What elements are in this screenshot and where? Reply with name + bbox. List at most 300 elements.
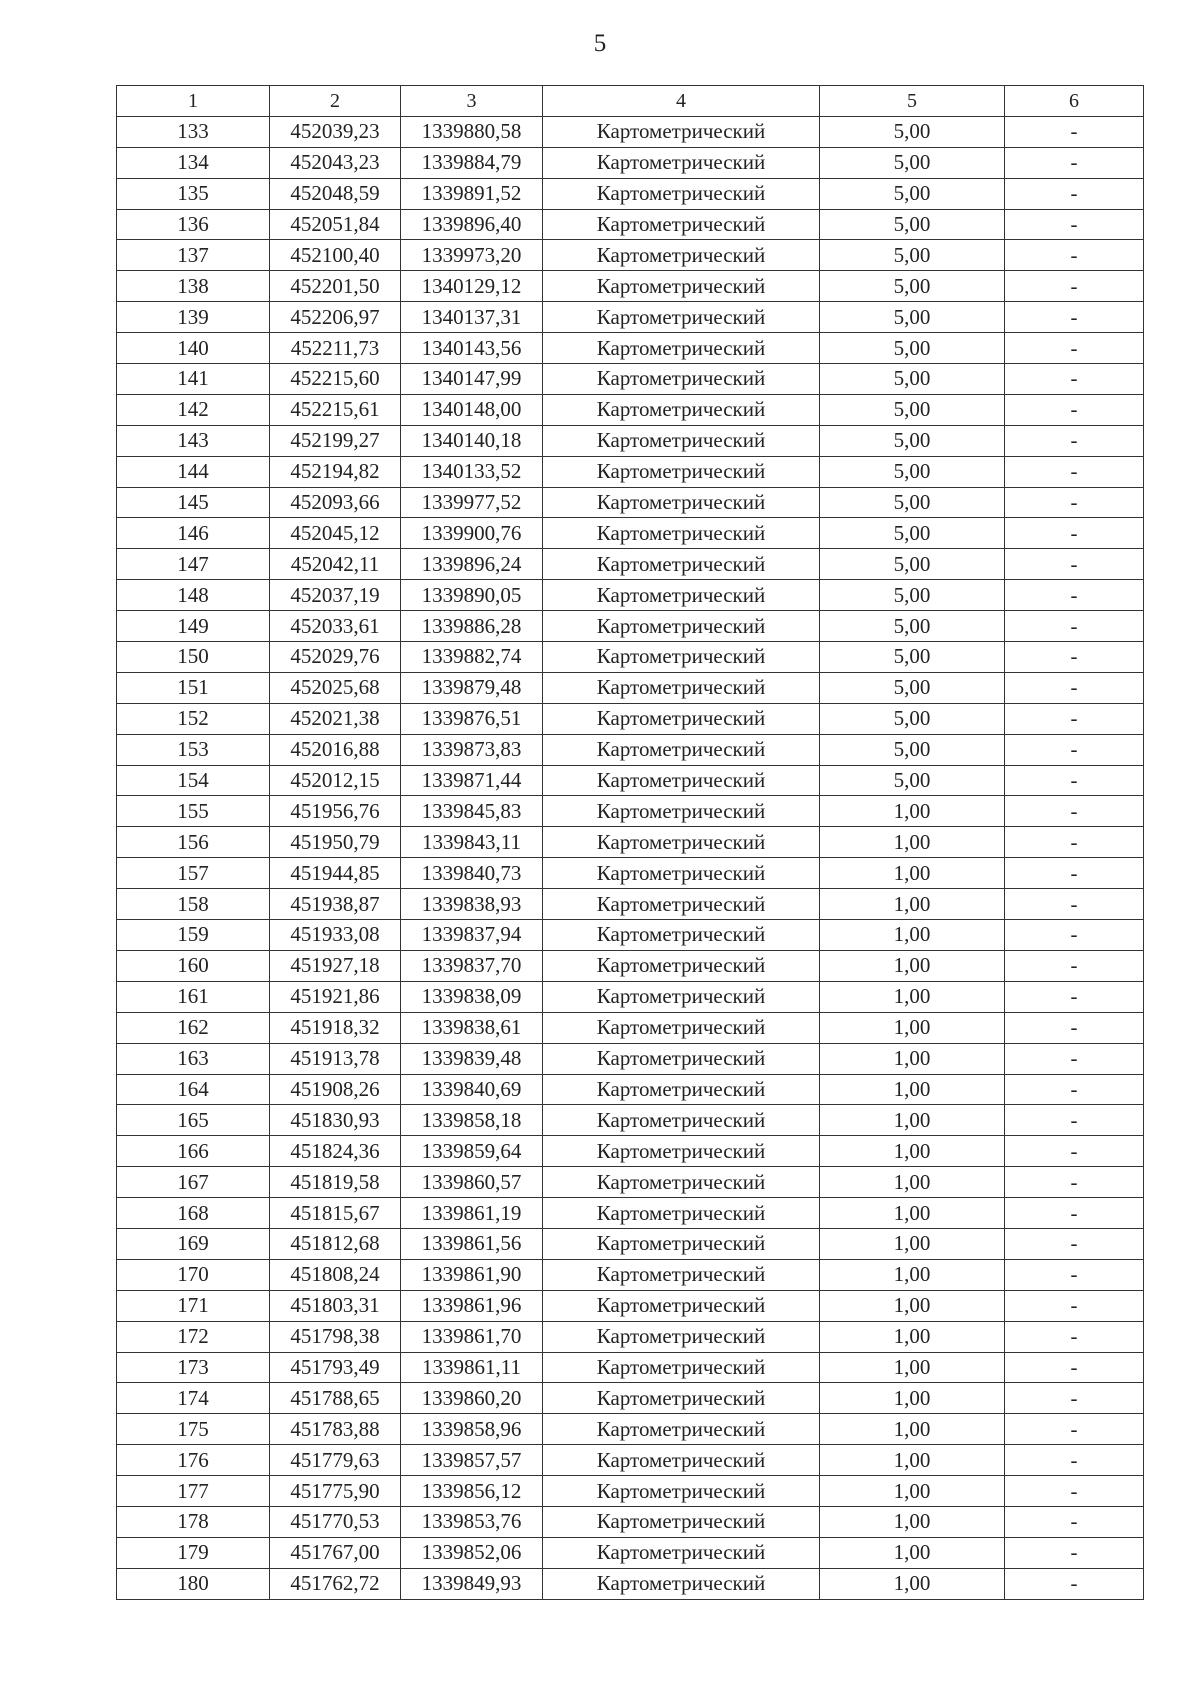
table-row: [117, 147, 1144, 178]
table-cell: 1,00: [820, 920, 1005, 951]
table-cell: Картометрический: [543, 611, 820, 642]
table-cell: -: [1005, 796, 1144, 827]
table-cell: Картометрический: [543, 1259, 820, 1290]
table-cell: -: [1005, 611, 1144, 642]
table-cell: 178: [117, 1506, 270, 1537]
table-cell: Картометрический: [543, 1537, 820, 1568]
table-cell: 158: [117, 889, 270, 920]
table-cell: Картометрический: [543, 580, 820, 611]
table-cell: 151: [117, 672, 270, 703]
table-cell: 170: [117, 1259, 270, 1290]
table-cell: 146: [117, 518, 270, 549]
table-cell: 1,00: [820, 1506, 1005, 1537]
table-cell: 5,00: [820, 734, 1005, 765]
table-cell: 451927,18: [270, 950, 401, 981]
table-row: [117, 580, 1144, 611]
table-row: [117, 302, 1144, 333]
table-cell: -: [1005, 1198, 1144, 1229]
table-cell: 1,00: [820, 1414, 1005, 1445]
table-cell: 1,00: [820, 1228, 1005, 1259]
table-cell: Картометрический: [543, 178, 820, 209]
table-row: [117, 1321, 1144, 1352]
table-cell: 451933,08: [270, 920, 401, 951]
table-cell: Картометрический: [543, 1352, 820, 1383]
table-cell: 159: [117, 920, 270, 951]
table-row: [117, 240, 1144, 271]
table-cell: 452199,27: [270, 425, 401, 456]
table-cell: 140: [117, 333, 270, 364]
table-row: [117, 518, 1144, 549]
table-cell: 1339861,96: [401, 1290, 543, 1321]
table-cell: 1339861,19: [401, 1198, 543, 1229]
table-row: [117, 1568, 1144, 1599]
table-cell: Картометрический: [543, 1476, 820, 1507]
table-cell: Картометрический: [543, 1568, 820, 1599]
table-cell: 1,00: [820, 950, 1005, 981]
table-cell: 139: [117, 302, 270, 333]
table-cell: -: [1005, 1043, 1144, 1074]
table-cell: 1339840,73: [401, 858, 543, 889]
table-cell: 169: [117, 1228, 270, 1259]
table-cell: 1339876,51: [401, 703, 543, 734]
table-cell: 451812,68: [270, 1228, 401, 1259]
table-cell: Картометрический: [543, 1043, 820, 1074]
table-cell: Картометрический: [543, 642, 820, 673]
table-cell: Картометрический: [543, 271, 820, 302]
table-cell: 5,00: [820, 116, 1005, 147]
table-cell: -: [1005, 642, 1144, 673]
table-cell: 1,00: [820, 796, 1005, 827]
table-cell: -: [1005, 1568, 1144, 1599]
table-cell: 452201,50: [270, 271, 401, 302]
table-cell: 1339837,94: [401, 920, 543, 951]
table-cell: 1,00: [820, 1537, 1005, 1568]
table-cell: -: [1005, 209, 1144, 240]
table-row: [117, 1043, 1144, 1074]
table-cell: 1,00: [820, 858, 1005, 889]
table-cell: 5,00: [820, 302, 1005, 333]
table-cell: 1339873,83: [401, 734, 543, 765]
table-cell: Картометрический: [543, 549, 820, 580]
table-cell: Картометрический: [543, 1321, 820, 1352]
table-cell: -: [1005, 765, 1144, 796]
table-cell: 1,00: [820, 1012, 1005, 1043]
table-cell: -: [1005, 827, 1144, 858]
table-cell: 163: [117, 1043, 270, 1074]
table-cell: 133: [117, 116, 270, 147]
table-cell: -: [1005, 1167, 1144, 1198]
table-cell: 1339879,48: [401, 672, 543, 703]
table-cell: 451908,26: [270, 1074, 401, 1105]
table-cell: 1,00: [820, 1105, 1005, 1136]
table-cell: 452016,88: [270, 734, 401, 765]
table-cell: 1,00: [820, 1136, 1005, 1167]
table-cell: 5,00: [820, 580, 1005, 611]
table-cell: 1339896,40: [401, 209, 543, 240]
table-cell: 1339856,12: [401, 1476, 543, 1507]
table-cell: Картометрический: [543, 333, 820, 364]
table-cell: 141: [117, 364, 270, 395]
table-header-row: [117, 86, 1144, 117]
table-row: [117, 1383, 1144, 1414]
table-cell: 1339861,70: [401, 1321, 543, 1352]
table-cell: -: [1005, 240, 1144, 271]
table-cell: 172: [117, 1321, 270, 1352]
table-row: [117, 1506, 1144, 1537]
table-cell: 1339858,96: [401, 1414, 543, 1445]
table-row: [117, 981, 1144, 1012]
table-cell: 1339853,76: [401, 1506, 543, 1537]
table-cell: 1,00: [820, 1352, 1005, 1383]
table-cell: 173: [117, 1352, 270, 1383]
table-cell: 1339860,57: [401, 1167, 543, 1198]
table-row: [117, 734, 1144, 765]
table-cell: 1340147,99: [401, 364, 543, 395]
table-cell: Картометрический: [543, 1414, 820, 1445]
table-row: [117, 1476, 1144, 1507]
table-cell: Картометрический: [543, 209, 820, 240]
column-header-5: 5: [820, 86, 1005, 117]
table-cell: 1339861,56: [401, 1228, 543, 1259]
table-cell: Картометрический: [543, 1445, 820, 1476]
table-cell: 5,00: [820, 178, 1005, 209]
table-cell: 452194,82: [270, 456, 401, 487]
table-cell: -: [1005, 1506, 1144, 1537]
table-cell: 451921,86: [270, 981, 401, 1012]
table-cell: Картометрический: [543, 796, 820, 827]
table-cell: Картометрический: [543, 147, 820, 178]
table-row: [117, 642, 1144, 673]
table-cell: 5,00: [820, 333, 1005, 364]
table-cell: Картометрический: [543, 1290, 820, 1321]
table-cell: 149: [117, 611, 270, 642]
table-row: [117, 209, 1144, 240]
table-cell: 1,00: [820, 1383, 1005, 1414]
table-row: [117, 456, 1144, 487]
table-cell: -: [1005, 858, 1144, 889]
table-cell: Картометрический: [543, 487, 820, 518]
table-cell: 176: [117, 1445, 270, 1476]
table-row: [117, 1228, 1144, 1259]
table-cell: 5,00: [820, 642, 1005, 673]
table-cell: 135: [117, 178, 270, 209]
table-cell: Картометрический: [543, 1105, 820, 1136]
table-cell: 156: [117, 827, 270, 858]
table-cell: 138: [117, 271, 270, 302]
table-cell: Картометрический: [543, 734, 820, 765]
table-row: [117, 827, 1144, 858]
table-cell: 452045,12: [270, 518, 401, 549]
table-cell: 1339973,20: [401, 240, 543, 271]
table-cell: Картометрический: [543, 672, 820, 703]
table-cell: Картометрический: [543, 765, 820, 796]
table-row: [117, 796, 1144, 827]
table-cell: -: [1005, 1136, 1144, 1167]
table-cell: -: [1005, 302, 1144, 333]
table-cell: 451815,67: [270, 1198, 401, 1229]
table-cell: 1,00: [820, 1198, 1005, 1229]
table-cell: 167: [117, 1167, 270, 1198]
table-cell: Картометрический: [543, 950, 820, 981]
table-cell: 1,00: [820, 1321, 1005, 1352]
table-cell: 1340140,18: [401, 425, 543, 456]
table-row: [117, 765, 1144, 796]
table-cell: 451819,58: [270, 1167, 401, 1198]
table-cell: 5,00: [820, 487, 1005, 518]
table-cell: 1340137,31: [401, 302, 543, 333]
table-cell: 157: [117, 858, 270, 889]
table-cell: Картометрический: [543, 456, 820, 487]
column-header-4: 4: [543, 86, 820, 117]
table-cell: 1,00: [820, 1167, 1005, 1198]
table-cell: 177: [117, 1476, 270, 1507]
table-cell: 5,00: [820, 456, 1005, 487]
table-row: [117, 333, 1144, 364]
table-cell: 1339857,57: [401, 1445, 543, 1476]
table-cell: 5,00: [820, 271, 1005, 302]
table-cell: -: [1005, 1290, 1144, 1321]
table-cell: -: [1005, 1476, 1144, 1507]
table-row: [117, 1537, 1144, 1568]
table-cell: -: [1005, 271, 1144, 302]
table-cell: -: [1005, 950, 1144, 981]
table-row: [117, 178, 1144, 209]
table-cell: 154: [117, 765, 270, 796]
table-cell: -: [1005, 394, 1144, 425]
coordinates-table: [116, 85, 1144, 1600]
table-cell: -: [1005, 1352, 1144, 1383]
table-cell: 451762,72: [270, 1568, 401, 1599]
table-cell: Картометрический: [543, 1228, 820, 1259]
table-cell: 452021,38: [270, 703, 401, 734]
table-cell: 452206,97: [270, 302, 401, 333]
table-cell: -: [1005, 364, 1144, 395]
table-cell: 148: [117, 580, 270, 611]
table-row: [117, 1259, 1144, 1290]
table-cell: Картометрический: [543, 920, 820, 951]
table-row: [117, 1198, 1144, 1229]
table-cell: 165: [117, 1105, 270, 1136]
table-row: [117, 1136, 1144, 1167]
table-cell: 1,00: [820, 889, 1005, 920]
column-header-6: 6: [1005, 86, 1144, 117]
table-cell: 451808,24: [270, 1259, 401, 1290]
table-cell: 1339852,06: [401, 1537, 543, 1568]
table-row: [117, 858, 1144, 889]
table-cell: 452211,73: [270, 333, 401, 364]
table-cell: 452048,59: [270, 178, 401, 209]
table-cell: 451798,38: [270, 1321, 401, 1352]
table-cell: -: [1005, 333, 1144, 364]
table-cell: 1339871,44: [401, 765, 543, 796]
table-cell: Картометрический: [543, 518, 820, 549]
table-cell: -: [1005, 116, 1144, 147]
table-cell: 5,00: [820, 611, 1005, 642]
table-cell: 452012,15: [270, 765, 401, 796]
table-cell: 1339886,28: [401, 611, 543, 642]
table-cell: 162: [117, 1012, 270, 1043]
table-cell: 1340143,56: [401, 333, 543, 364]
table-cell: 1339838,61: [401, 1012, 543, 1043]
table-cell: 452043,23: [270, 147, 401, 178]
table-cell: 452025,68: [270, 672, 401, 703]
table-row: [117, 611, 1144, 642]
table-cell: 1339843,11: [401, 827, 543, 858]
table-cell: 451783,88: [270, 1414, 401, 1445]
table-row: [117, 950, 1144, 981]
column-header-2: 2: [270, 86, 401, 117]
table-row: [117, 1352, 1144, 1383]
table-cell: 147: [117, 549, 270, 580]
table-cell: 1339845,83: [401, 796, 543, 827]
table-cell: 1,00: [820, 981, 1005, 1012]
table-cell: 1339977,52: [401, 487, 543, 518]
table-cell: -: [1005, 889, 1144, 920]
table-cell: 144: [117, 456, 270, 487]
table-cell: -: [1005, 487, 1144, 518]
table-cell: 134: [117, 147, 270, 178]
table-cell: 452093,66: [270, 487, 401, 518]
table-cell: 452039,23: [270, 116, 401, 147]
table-cell: 5,00: [820, 703, 1005, 734]
table-cell: 160: [117, 950, 270, 981]
table-cell: 451830,93: [270, 1105, 401, 1136]
table-cell: 451824,36: [270, 1136, 401, 1167]
table-cell: 136: [117, 209, 270, 240]
table-cell: 5,00: [820, 240, 1005, 271]
table-cell: -: [1005, 1012, 1144, 1043]
table-cell: 452100,40: [270, 240, 401, 271]
table-row: [117, 487, 1144, 518]
table-cell: Картометрический: [543, 1167, 820, 1198]
table-cell: Картометрический: [543, 703, 820, 734]
table-cell: 1339882,74: [401, 642, 543, 673]
table-cell: 5,00: [820, 549, 1005, 580]
table-cell: Картометрический: [543, 302, 820, 333]
table-row: [117, 549, 1144, 580]
table-cell: 452029,76: [270, 642, 401, 673]
table-row: [117, 889, 1144, 920]
table-cell: 451803,31: [270, 1290, 401, 1321]
table-cell: 452215,60: [270, 364, 401, 395]
table-cell: 1340133,52: [401, 456, 543, 487]
table-cell: 451918,32: [270, 1012, 401, 1043]
table-cell: 152: [117, 703, 270, 734]
table-cell: 451956,76: [270, 796, 401, 827]
table-cell: 1,00: [820, 1043, 1005, 1074]
table-cell: 1339861,90: [401, 1259, 543, 1290]
table-row: [117, 271, 1144, 302]
table-cell: 451938,87: [270, 889, 401, 920]
table-cell: Картометрический: [543, 364, 820, 395]
table-cell: 1339849,93: [401, 1568, 543, 1599]
column-header-1: 1: [117, 86, 270, 117]
table-cell: 5,00: [820, 518, 1005, 549]
table-cell: -: [1005, 147, 1144, 178]
table-cell: 145: [117, 487, 270, 518]
table-cell: 452042,11: [270, 549, 401, 580]
table-row: [117, 425, 1144, 456]
table-cell: -: [1005, 981, 1144, 1012]
table-row: [117, 1414, 1144, 1445]
table-cell: 5,00: [820, 394, 1005, 425]
table-cell: 142: [117, 394, 270, 425]
table-cell: 1339861,11: [401, 1352, 543, 1383]
table-cell: 1339890,05: [401, 580, 543, 611]
table-cell: Картометрический: [543, 1136, 820, 1167]
table-cell: -: [1005, 456, 1144, 487]
table-cell: 451775,90: [270, 1476, 401, 1507]
table-row: [117, 116, 1144, 147]
table-cell: 5,00: [820, 147, 1005, 178]
table-cell: 1,00: [820, 1445, 1005, 1476]
table-cell: 1,00: [820, 1476, 1005, 1507]
table-cell: -: [1005, 549, 1144, 580]
table-cell: 1339858,18: [401, 1105, 543, 1136]
table-cell: -: [1005, 1259, 1144, 1290]
table-cell: Картометрический: [543, 1198, 820, 1229]
table-cell: Картометрический: [543, 1074, 820, 1105]
table-cell: -: [1005, 1537, 1144, 1568]
table-cell: 452051,84: [270, 209, 401, 240]
table-cell: -: [1005, 1414, 1144, 1445]
table-cell: 168: [117, 1198, 270, 1229]
table-cell: 1339839,48: [401, 1043, 543, 1074]
table-cell: Картометрический: [543, 425, 820, 456]
table-cell: 5,00: [820, 209, 1005, 240]
table-row: [117, 1167, 1144, 1198]
table-cell: 175: [117, 1414, 270, 1445]
table-cell: Картометрический: [543, 116, 820, 147]
table-cell: -: [1005, 703, 1144, 734]
table-cell: 171: [117, 1290, 270, 1321]
table-cell: 166: [117, 1136, 270, 1167]
table-cell: Картометрический: [543, 240, 820, 271]
table-cell: -: [1005, 518, 1144, 549]
table-cell: Картометрический: [543, 1012, 820, 1043]
table-cell: -: [1005, 1228, 1144, 1259]
table-cell: 1340148,00: [401, 394, 543, 425]
table-row: [117, 364, 1144, 395]
table-cell: 137: [117, 240, 270, 271]
table-cell: 1339860,20: [401, 1383, 543, 1414]
table-cell: -: [1005, 580, 1144, 611]
table-cell: 155: [117, 796, 270, 827]
table-cell: -: [1005, 920, 1144, 951]
table-cell: 451788,65: [270, 1383, 401, 1414]
table-cell: 164: [117, 1074, 270, 1105]
table-cell: 452037,19: [270, 580, 401, 611]
table-row: [117, 1290, 1144, 1321]
column-header-3: 3: [401, 86, 543, 117]
table-row: [117, 1445, 1144, 1476]
table-cell: 179: [117, 1537, 270, 1568]
table-cell: 1,00: [820, 827, 1005, 858]
table-cell: 1,00: [820, 1074, 1005, 1105]
table-cell: Картометрический: [543, 981, 820, 1012]
table-row: [117, 1012, 1144, 1043]
table-cell: Картометрический: [543, 1383, 820, 1414]
table-cell: 1339838,93: [401, 889, 543, 920]
table-cell: 1339838,09: [401, 981, 543, 1012]
table-cell: 1,00: [820, 1259, 1005, 1290]
table-cell: 451944,85: [270, 858, 401, 889]
table-row: [117, 920, 1144, 951]
table-cell: 5,00: [820, 765, 1005, 796]
table-cell: -: [1005, 1445, 1144, 1476]
table-cell: -: [1005, 734, 1144, 765]
table-cell: 5,00: [820, 364, 1005, 395]
